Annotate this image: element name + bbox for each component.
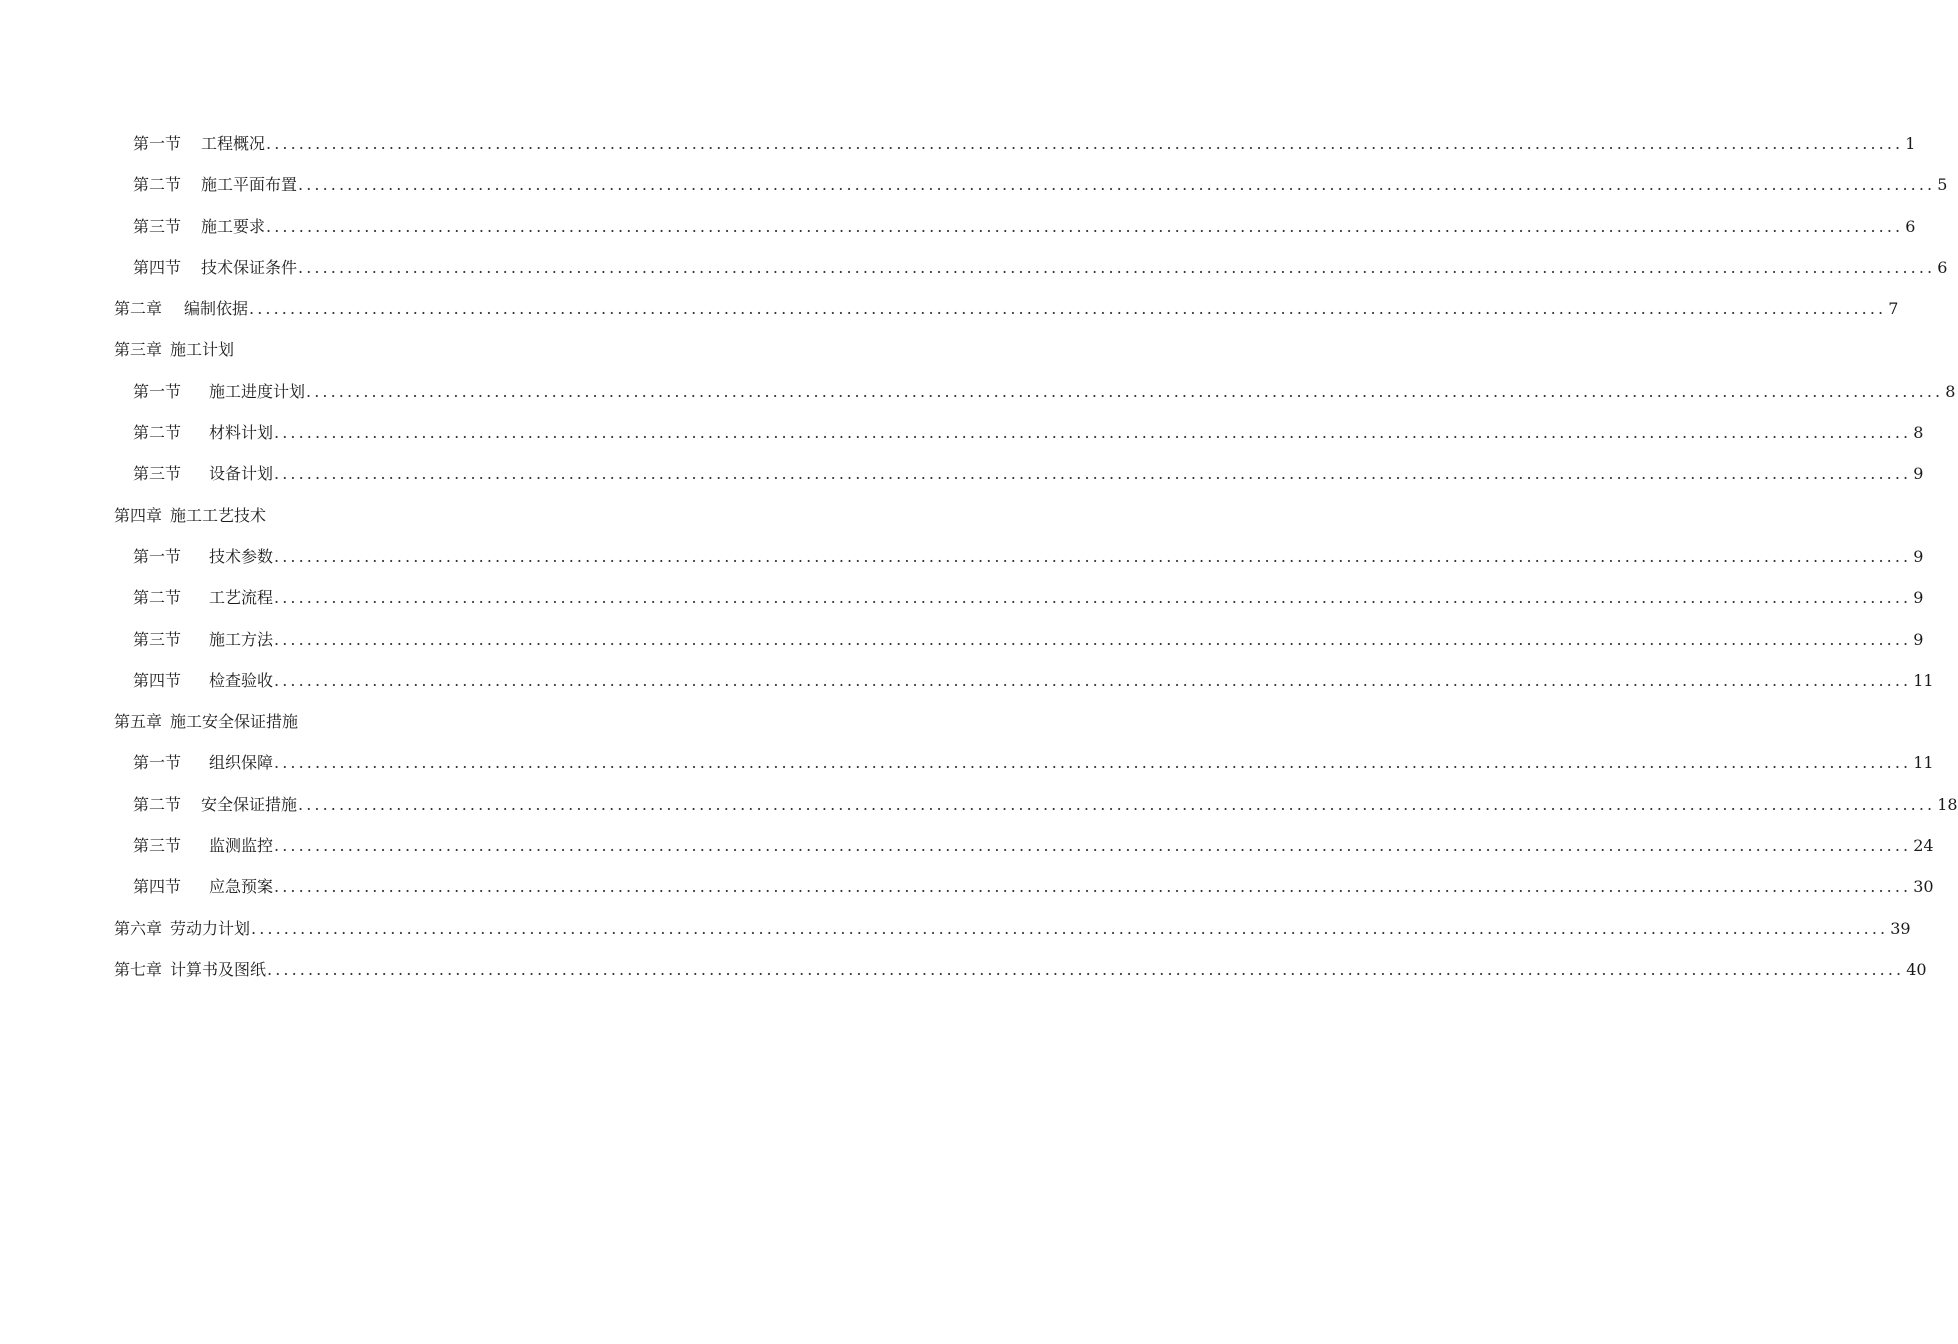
toc-entry-chapter[interactable] <box>114 908 1911 949</box>
toc-dot-leader: ........................................................................................................................................................................................................ <box>267 959 1905 979</box>
toc-dot-leader: ........................................................................................................................................................................................................ <box>298 794 1936 814</box>
toc-entry-page-number: 9 <box>1913 588 1924 608</box>
toc-entry-page-number: 39 <box>1890 918 1911 938</box>
toc-entry-number: 第三章 <box>114 340 163 360</box>
toc-entry-number: 第二章 <box>114 299 163 319</box>
toc-entry-number: 第七章 <box>114 959 163 979</box>
toc-dot-leader: ........................................................................................................................................................................................................ <box>251 918 1889 938</box>
toc-entry-number: 第三节 <box>133 629 182 649</box>
toc-entry-title: 施工平面布置 <box>201 175 298 195</box>
toc-entry-number: 第三节 <box>133 216 182 236</box>
toc-entry-section[interactable] <box>114 784 1958 825</box>
toc-entry-page-number: 18 <box>1937 794 1958 814</box>
toc-entry-section[interactable] <box>114 577 1924 618</box>
toc-entry-chapter[interactable] <box>114 701 800 742</box>
toc-dot-leader: ........................................................................................................................................................................................................ <box>274 877 1912 897</box>
toc-dot-leader: ........................................................................................................................................................................................................ <box>266 216 1904 236</box>
toc-entry-number: 第二节 <box>133 423 182 443</box>
toc-entry-page-number: 1 <box>1905 134 1916 153</box>
toc-entry-chapter[interactable] <box>114 949 1927 990</box>
toc-dot-leader: ........................................................................................................................................................................................................ <box>274 629 1912 649</box>
toc-dot-leader: ........................................................................................................................................................................................................ <box>266 134 1904 153</box>
toc-entry-number: 第一节 <box>133 381 182 401</box>
toc-entry-section[interactable] <box>114 412 1924 453</box>
toc-entry-page-number: 11 <box>1913 670 1934 690</box>
toc-entry-number: 第四节 <box>133 670 182 690</box>
toc-entry-page-number: 9 <box>1913 546 1924 566</box>
toc-entry-title: 施工计划 <box>170 340 235 360</box>
toc-entry-page-number: 9 <box>1913 464 1924 484</box>
toc-dot-leader: ........................................................................................................................................................................................................ <box>298 257 1936 277</box>
toc-entry-page-number: 5 <box>1937 175 1948 195</box>
toc-entry-chapter[interactable] <box>114 288 1899 329</box>
toc-entry-title: 安全保证措施 <box>201 794 298 814</box>
toc-entry-title: 技术参数 <box>209 546 274 566</box>
toc-entry-title: 施工方法 <box>209 629 274 649</box>
toc-entry-number: 第一节 <box>133 753 182 773</box>
toc-dot-leader: ........................................................................................................................................................................................................ <box>274 546 1912 566</box>
toc-entry-page-number: 9 <box>1913 629 1924 649</box>
toc-dot-leader: ........................................................................................................................................................................................................ <box>306 381 1944 401</box>
toc-entry-title: 工程概况 <box>201 134 266 153</box>
toc-entry-section[interactable] <box>114 247 1948 288</box>
toc-entry-title: 编制依据 <box>184 299 249 319</box>
toc-entry-number: 第三节 <box>133 836 182 856</box>
toc-entry-title: 设备计划 <box>209 464 274 484</box>
toc-entry-page-number: 6 <box>1905 216 1916 236</box>
toc-entry-title: 材料计划 <box>209 423 274 443</box>
toc-entry-page-number: 11 <box>1913 753 1934 773</box>
toc-entry-page-number: 30 <box>1913 877 1934 897</box>
toc-entry-number: 第四节 <box>133 257 182 277</box>
toc-entry-section[interactable] <box>114 866 1934 907</box>
toc-entry-number: 第四节 <box>133 877 182 897</box>
toc-entry-title: 组织保障 <box>209 753 274 773</box>
toc-entry-section[interactable] <box>114 536 1924 577</box>
toc-entry-title: 施工安全保证措施 <box>170 712 299 732</box>
toc-entry-title: 施工进度计划 <box>209 381 306 401</box>
toc-entry-page-number: 6 <box>1937 257 1948 277</box>
toc-entry-section[interactable] <box>114 619 1924 660</box>
toc-entry-title: 应急预案 <box>209 877 274 897</box>
toc-entry-page-number: 8 <box>1945 381 1956 401</box>
toc-entry-title: 检查验收 <box>209 670 274 690</box>
toc-entry-section[interactable] <box>114 123 1916 164</box>
toc-entry-section[interactable] <box>114 206 1916 247</box>
toc-entry-number: 第二节 <box>133 175 182 195</box>
toc-dot-leader: ........................................................................................................................................................................................................ <box>298 175 1936 195</box>
toc-entry-number: 第一节 <box>133 546 182 566</box>
toc-entry-page-number: 7 <box>1888 299 1899 319</box>
toc-entry-number: 第二节 <box>133 588 182 608</box>
toc-dot-leader: ........................................................................................................................................................................................................ <box>274 423 1912 443</box>
toc-entry-section[interactable] <box>114 371 1956 412</box>
toc-dot-leader: ........................................................................................................................................................................................................ <box>274 670 1912 690</box>
toc-dot-leader: ........................................................................................................................................................................................................ <box>274 836 1912 856</box>
toc-entry-title: 施工要求 <box>201 216 266 236</box>
toc-entry-page-number: 8 <box>1913 423 1924 443</box>
toc-entry-title: 施工工艺技术 <box>170 505 267 525</box>
table-of-contents <box>114 123 1958 990</box>
toc-entry-section[interactable] <box>114 660 1934 701</box>
toc-entry-chapter[interactable] <box>114 329 800 370</box>
toc-entry-section[interactable] <box>114 453 1924 494</box>
toc-dot-leader: ........................................................................................................................................................................................................ <box>274 588 1912 608</box>
toc-entry-title: 工艺流程 <box>209 588 274 608</box>
toc-entry-number: 第六章 <box>114 918 163 938</box>
toc-entry-title: 计算书及图纸 <box>170 959 267 979</box>
toc-entry-title: 技术保证条件 <box>201 257 298 277</box>
toc-entry-title: 劳动力计划 <box>170 918 251 938</box>
toc-dot-leader: ........................................................................................................................................................................................................ <box>274 464 1912 484</box>
toc-entry-page-number: 24 <box>1913 836 1934 856</box>
toc-entry-number: 第一节 <box>133 134 182 153</box>
toc-entry-number: 第五章 <box>114 712 163 732</box>
toc-entry-number: 第四章 <box>114 505 163 525</box>
toc-entry-number: 第三节 <box>133 464 182 484</box>
toc-entry-chapter[interactable] <box>114 495 800 536</box>
toc-entry-page-number: 40 <box>1906 959 1927 979</box>
toc-entry-section[interactable] <box>114 825 1934 866</box>
toc-entry-number: 第二节 <box>133 794 182 814</box>
toc-dot-leader: ........................................................................................................................................................................................................ <box>249 299 1887 319</box>
toc-entry-title: 监测监控 <box>209 836 274 856</box>
toc-entry-section[interactable] <box>114 164 1948 205</box>
toc-entry-section[interactable] <box>114 742 1934 783</box>
toc-dot-leader: ........................................................................................................................................................................................................ <box>274 753 1912 773</box>
